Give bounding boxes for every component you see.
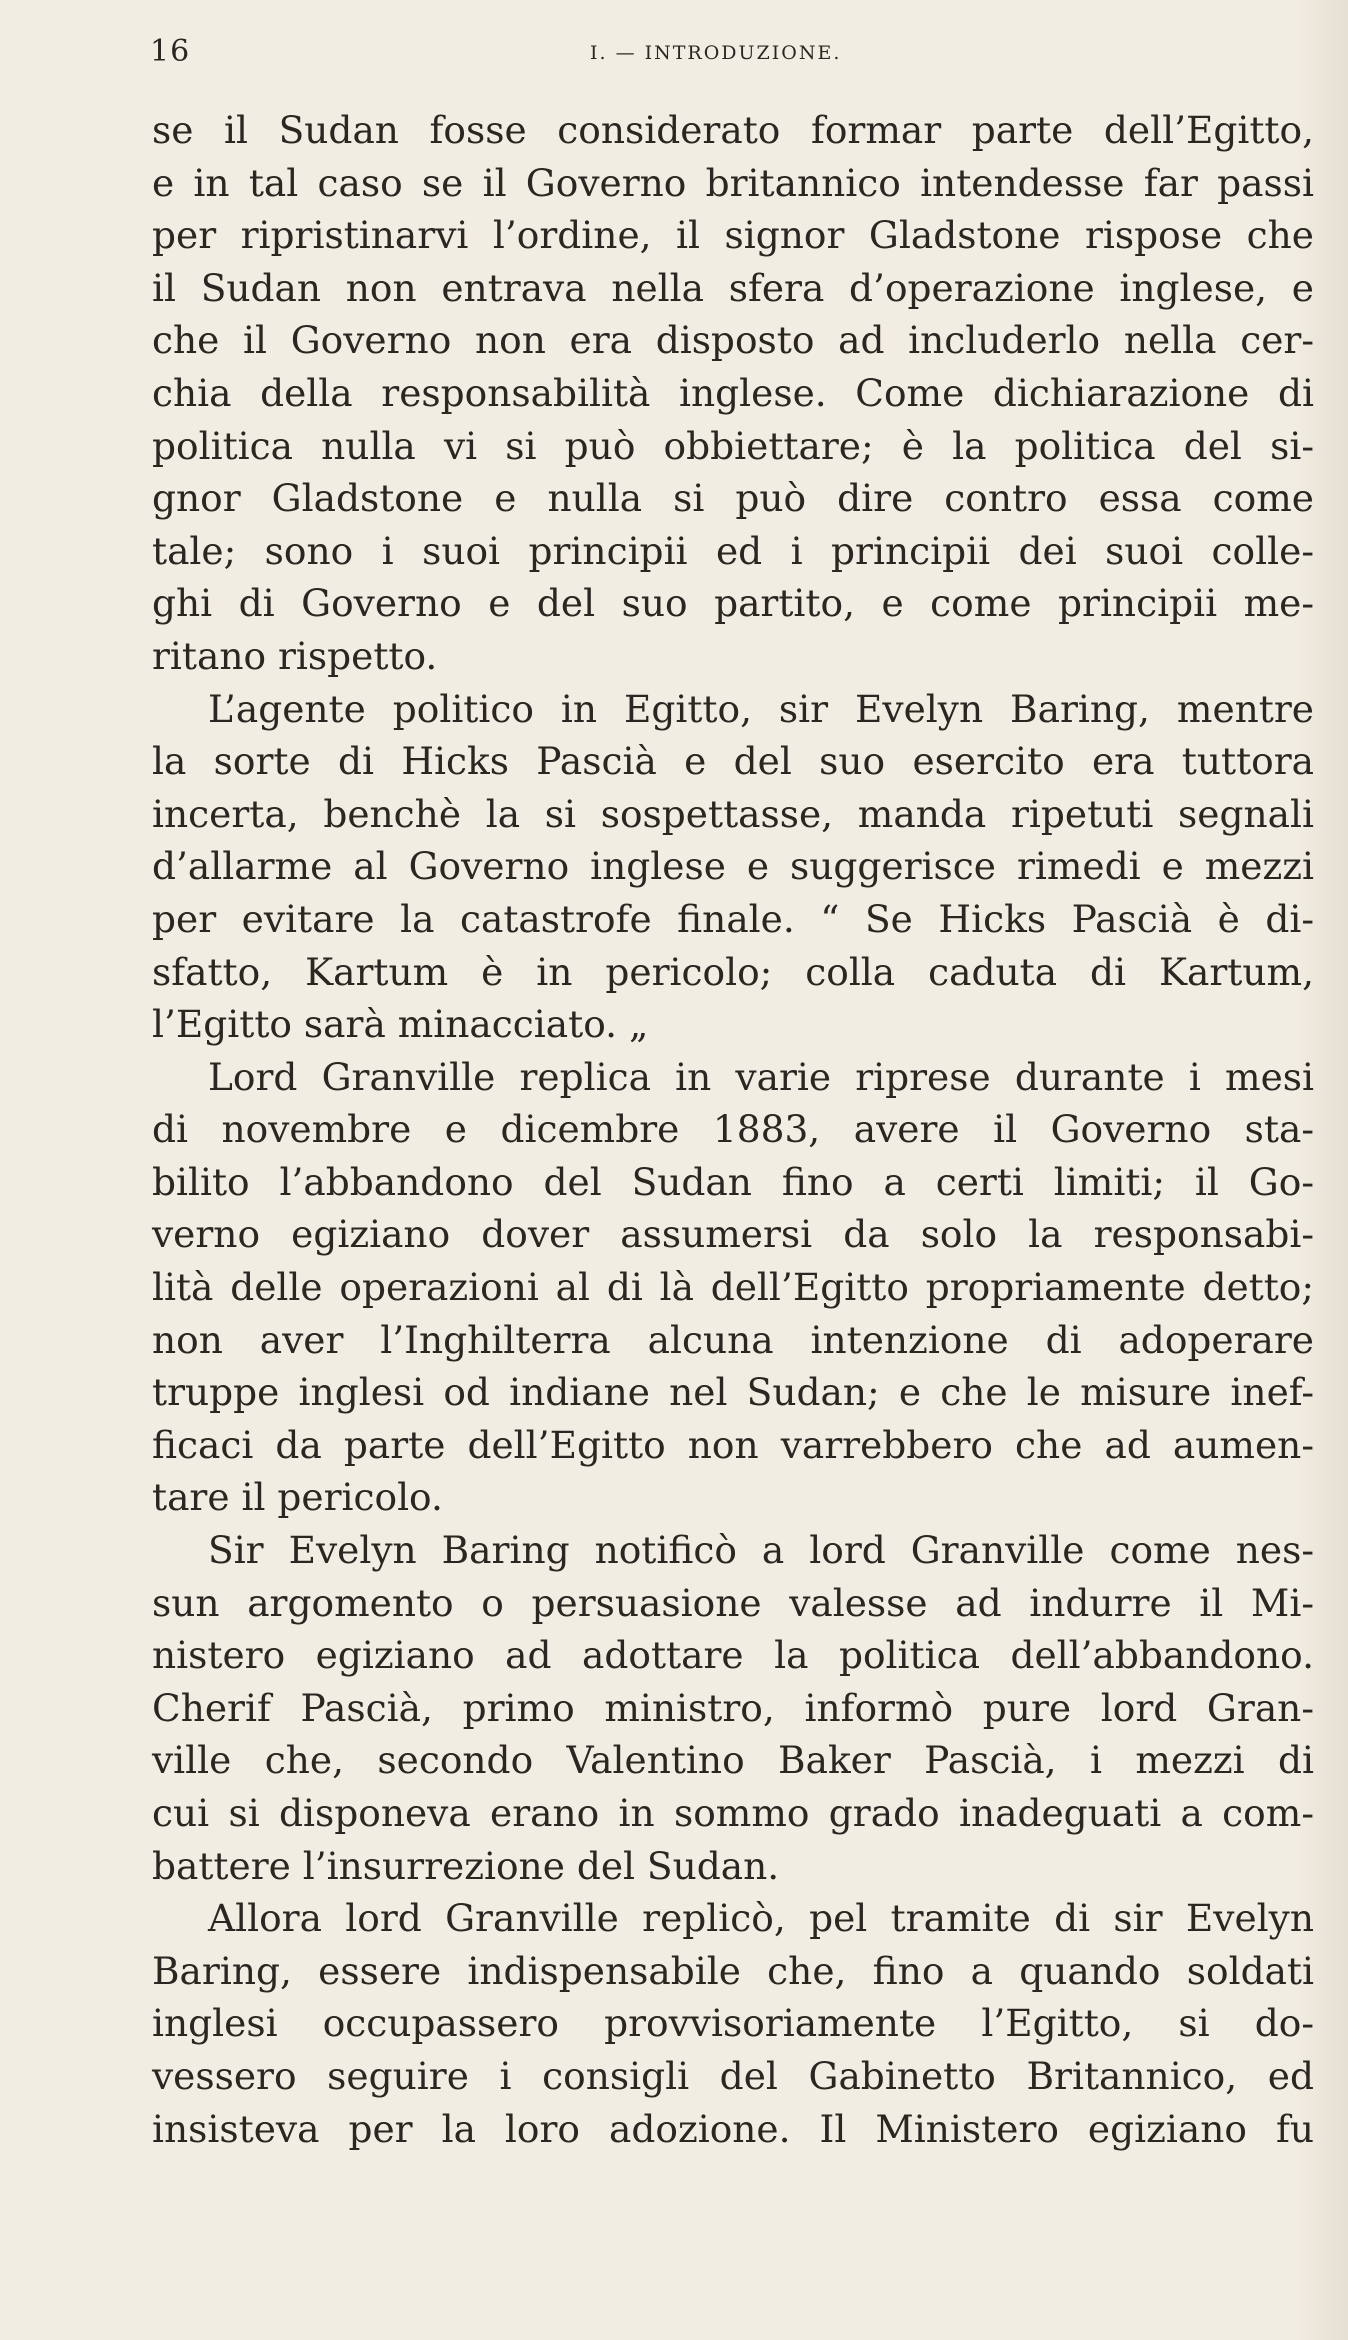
text-line: sun argomento o persuasione valesse ad indurre il Mi- xyxy=(152,1580,1314,1625)
text-line: Baring, essere indispensabile che, fino a quando soldati xyxy=(152,1948,1314,1993)
text-line: il Sudan non entrava nella sfera d’operazione inglese, e xyxy=(152,265,1314,310)
text-line: cui si disponeva erano in sommo grado inadeguati a com- xyxy=(152,1791,1314,1835)
text-line: battere l’insurrezione del Sudan. xyxy=(152,1843,780,1888)
text-line: l’Egitto sarà minacciato. „ xyxy=(152,1002,649,1047)
text-line: sfatto, Kartum è in pericolo; colla caduta di Kartum, xyxy=(152,949,1314,994)
text-line: lità delle operazioni al di là dell’Egitto propriamente detto; xyxy=(152,1265,1314,1310)
text-line: insisteva per la loro adozione. Il Ministero egiziano fu xyxy=(152,2106,1314,2151)
text-line: Lord Granville replica in varie riprese durante i mesi xyxy=(208,1054,1314,1099)
page-number: 16 xyxy=(150,34,191,69)
text-line: per evitare la catastrofe finale. “ Se Hicks Pascià è di- xyxy=(152,896,1314,941)
text-line: vessero seguire i consigli del Gabinetto Britannico, ed xyxy=(152,2053,1314,2098)
text-line: se il Sudan fosse considerato formar parte dell’Egitto, xyxy=(152,108,1314,152)
text-line: chia della responsabilità inglese. Come dichiarazione di xyxy=(152,370,1314,415)
text-line: Sir Evelyn Baring notificò a lord Granville come nes- xyxy=(208,1528,1314,1573)
text-line: la sorte di Hicks Pascià e del suo esercito era tuttora xyxy=(152,739,1314,784)
text-line: di novembre e dicembre 1883, avere il Governo sta- xyxy=(152,1107,1314,1152)
text-line: ficaci da parte dell’Egitto non varrebbero che ad aumen- xyxy=(152,1422,1314,1467)
body-text xyxy=(152,104,1314,2155)
text-line: inglesi occupassero provvisoriamente l’Egitto, si do- xyxy=(152,2001,1314,2046)
page-header xyxy=(150,34,1310,74)
text-line: ghi di Governo e del suo partito, e come principii me- xyxy=(152,581,1314,626)
text-line: non aver l’Inghilterra alcuna intenzione di adoperare xyxy=(152,1317,1314,1362)
text-line: L’agente politico in Egitto, sir Evelyn Baring, mentre xyxy=(208,686,1314,731)
text-line: gnor Gladstone e nulla si può dire contro essa come xyxy=(152,476,1314,521)
text-line: tare il pericolo. xyxy=(152,1475,443,1520)
text-line: che il Governo non era disposto ad includerlo nella cer- xyxy=(152,318,1314,363)
text-line: ritano rispetto. xyxy=(152,633,438,678)
running-head: I. — INTRODUZIONE. xyxy=(590,42,842,64)
text-line: bilito l’abbandono del Sudan fino a certi limiti; il Go- xyxy=(152,1159,1314,1204)
text-line: nistero egiziano ad adottare la politica dell’abbandono. xyxy=(152,1633,1314,1678)
text-line: verno egiziano dover assumersi da solo la responsabi- xyxy=(152,1212,1314,1257)
text-line: Cherif Pascià, primo ministro, informò pure lord Gran- xyxy=(152,1685,1314,1730)
text-line: truppe inglesi od indiane nel Sudan; e che le misure inef- xyxy=(152,1370,1314,1415)
text-line: tale; sono i suoi principii ed i principii dei suoi colle- xyxy=(152,528,1314,573)
text-line: politica nulla vi si può obbiettare; è la politica del si- xyxy=(152,423,1314,468)
text-line: per ripristinarvi l’ordine, il signor Gladstone rispose che xyxy=(152,213,1314,258)
text-line: ville che, secondo Valentino Baker Pascià, i mezzi di xyxy=(152,1738,1314,1783)
text-line: e in tal caso se il Governo britannico intendesse far passi xyxy=(152,160,1314,205)
text-line: incerta, benchè la si sospettasse, manda ripetuti segnali xyxy=(152,791,1314,836)
text-line: Allora lord Granville replicò, pel tramite di sir Evelyn xyxy=(208,1896,1314,1941)
text-line: d’allarme al Governo inglese e suggerisce rimedi e mezzi xyxy=(152,844,1314,889)
